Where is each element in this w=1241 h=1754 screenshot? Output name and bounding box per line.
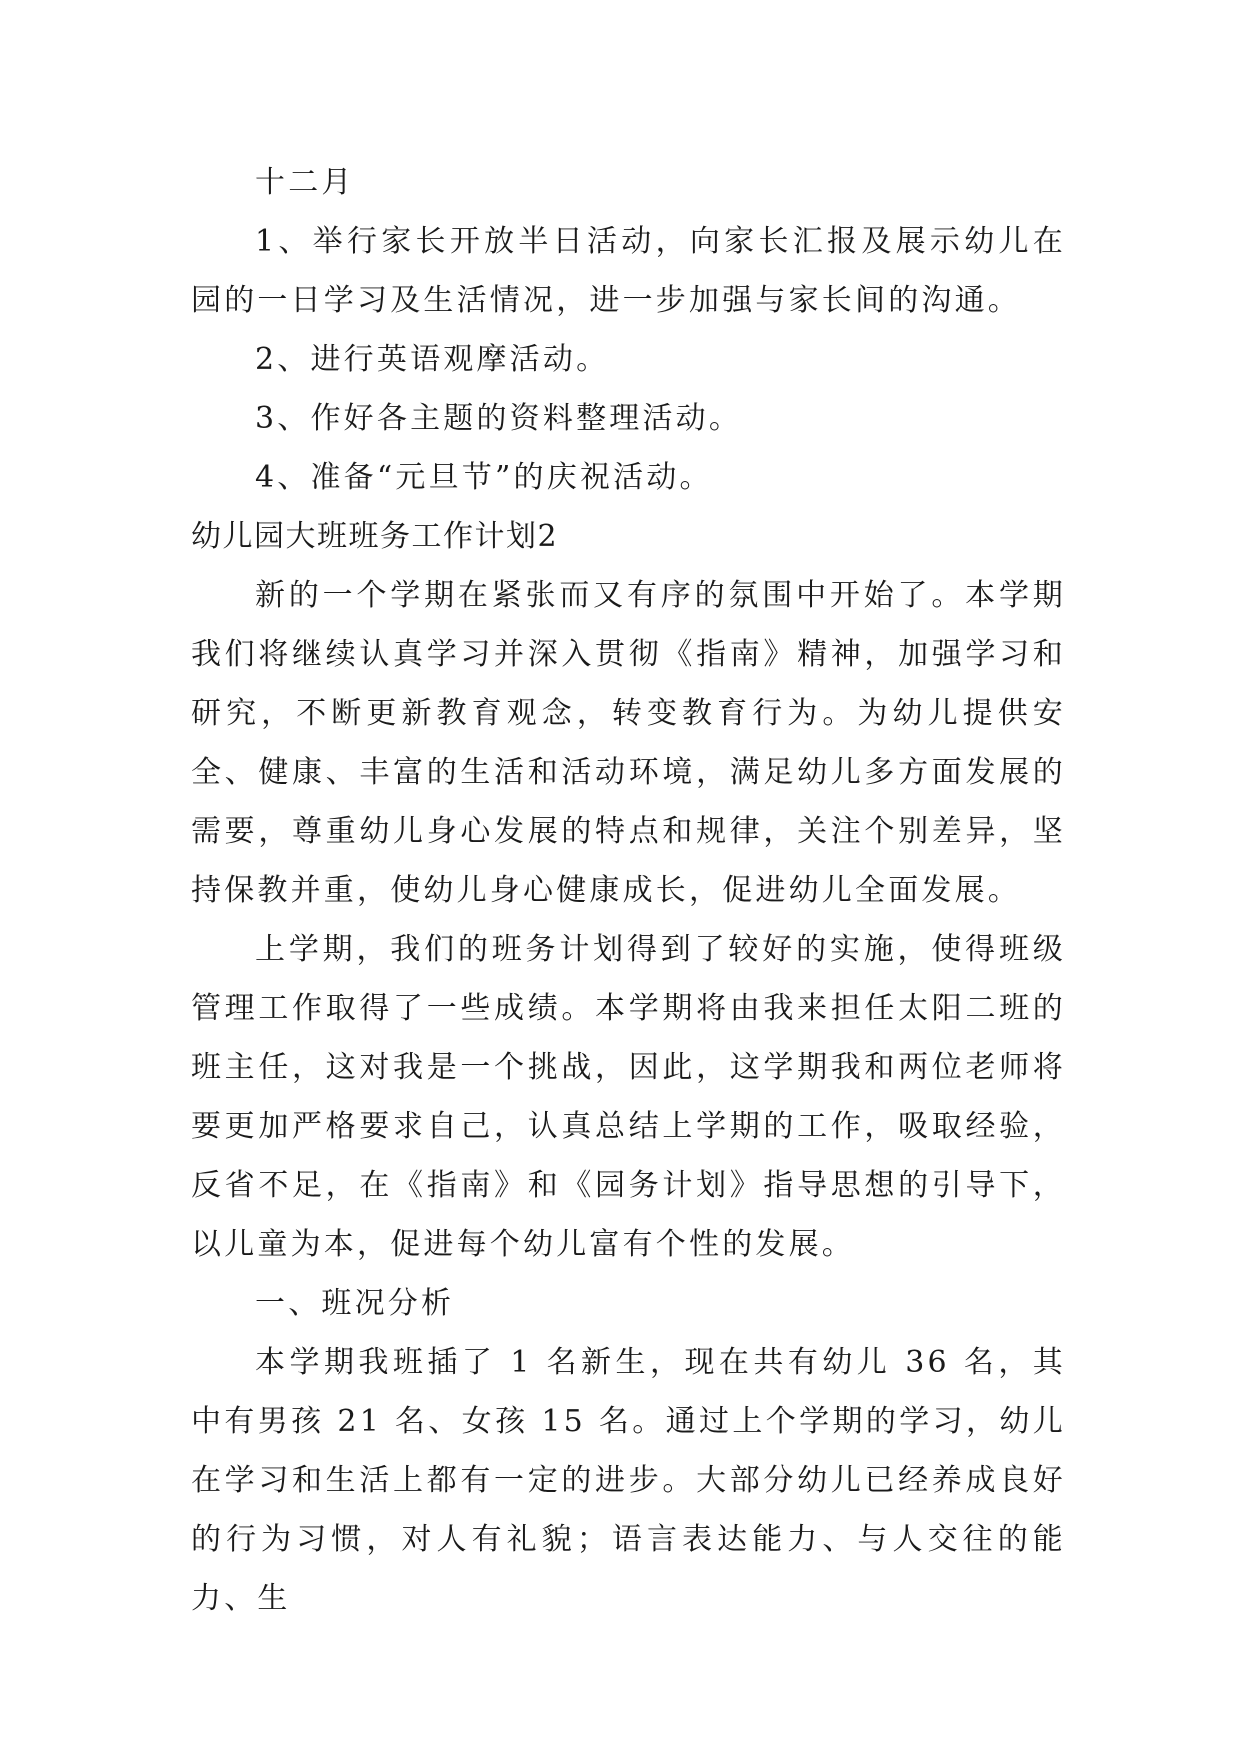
paragraph-intro: 新的一个学期在紧张而又有序的氛围中开始了。本学期我们将继续认真学习并深入贯彻《指南》精神，加强学习和研究，不断更新教育观念，转变教育行为。为幼儿提供安全、健康、丰富的生活和活动环境，满足幼儿多方面发展的需要，尊重幼儿身心发展的特点和规律，关注个别差异，坚持保教并重，使幼儿身心健康成长，促进幼儿全面发展。: [191, 578, 1066, 908]
section-title: 幼儿园大班班务工作计划2: [191, 519, 559, 554]
paragraph-review: 上学期，我们的班务计划得到了较好的实施，使得班级管理工作取得了一些成绩。本学期将由我来担任太阳二班的班主任，这对我是一个挑战，因此，这学期我和两位老师将要更加严格要求自己，认真总结上学期的工作，吸取经验，反省不足，在《指南》和《园务计划》指导思想的引导下，以儿童为本，促进每个幼儿富有个性的发展。: [191, 932, 1066, 1262]
paragraph-analysis: 本学期我班插了 1 名新生，现在共有幼儿 36 名，其中有男孩 21 名、女孩 15 名。通过上个学期的学习，幼儿在学习和生活上都有一定的进步。大部分幼儿已经养成良好的行为习惯，对人有礼貌；语言表达能力、与人交往的能力、生: [191, 1345, 1066, 1616]
subheading-class-analysis: 一、班况分析: [255, 1286, 455, 1321]
plan-item-4: 4、准备“元旦节”的庆祝活动。: [255, 460, 713, 495]
plan-item-3: 3、作好各主题的资料整理活动。: [255, 401, 743, 436]
document-body: [191, 153, 1066, 1628]
month-heading: 十二月: [255, 165, 355, 200]
plan-item-2: 2、进行英语观摩活动。: [255, 342, 610, 377]
plan-item-1: 1、举行家长开放半日活动，向家长汇报及展示幼儿在园的一日学习及生活情况，进一步加强与家长间的沟通。: [191, 224, 1066, 318]
